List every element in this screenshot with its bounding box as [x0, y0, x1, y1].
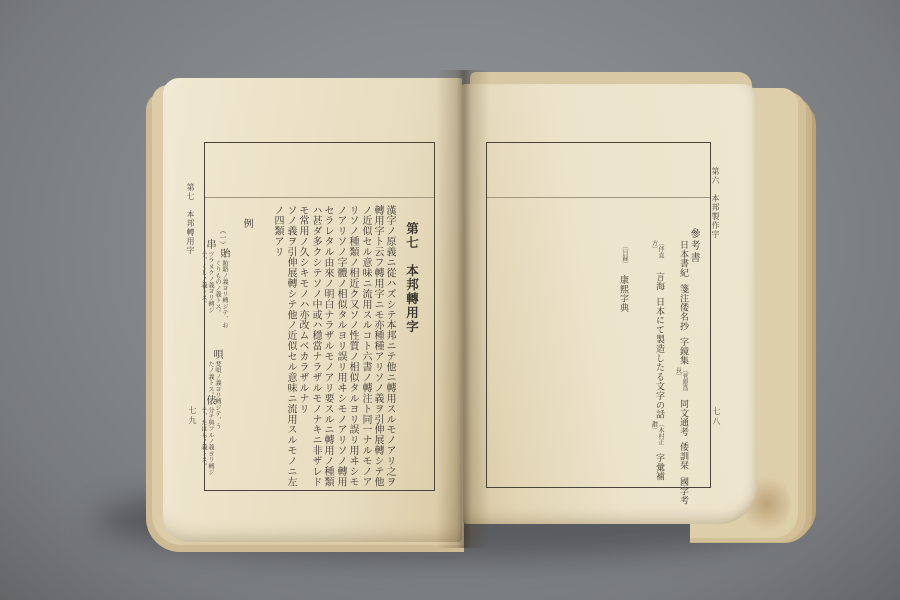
reference-title: 箋注倭名抄 [678, 283, 688, 331]
left-page-number: 七九 [188, 406, 197, 426]
example-entry-2 [200, 239, 214, 325]
right-frame-header-rule [487, 197, 710, 198]
body-column-8: モ常用ノ久シキモノハ亦改ムベカラザルナリ [297, 205, 308, 414]
body-column-9: ソノ義ヲ引伸展轉シテ他ノ近似セル意味ニ流用スルモノニ左 [285, 205, 296, 488]
reference-author-note: 〔目録〕 [621, 243, 628, 267]
reference-title: 字鏡集 [678, 336, 688, 365]
reference-title: 日本にて製造したる文字の話 [654, 296, 664, 420]
right-margin-title: 第六 本邦製作字 [711, 167, 720, 239]
reference-column-2 [650, 240, 663, 481]
body-column-4: リソノ種類ノ相近ク又ソノ性質ノ相似タルヨリ誤リ用ヰシモ [347, 205, 358, 488]
body-column-7: ハ甚ダ多クシテソノ中或ハ穩當ナラザルモノナキニ非ザレド [310, 205, 321, 488]
example-word: 串 [204, 239, 215, 249]
reference-title: 言海 [654, 272, 664, 291]
reference-title: 字彙補 [654, 453, 664, 482]
left-frame-header-rule [205, 197, 434, 198]
body-column-10: ノ四類アリ [272, 205, 283, 258]
reference-column-1 [674, 240, 687, 505]
example-word: 俵 [204, 395, 215, 405]
body-column-1: 漢字ノ原義ニ從ハズシテ本邦ニテ他ニ轉用スルモノアリ之ヲ [384, 205, 395, 488]
reference-author-note: 〔菅原爲長〕 [674, 366, 688, 391]
body-column-3: ノ近似セル意味ニ流用スルコト六書ノ轉注ト同一ナルモノア [360, 205, 371, 488]
example-class-marker: （一） [219, 227, 227, 248]
example-label: 例 [241, 218, 252, 228]
reference-column-3 [618, 243, 627, 313]
reference-title: 同文通考 [678, 398, 688, 437]
example-note: ツラヌクノ義ヨリ轉ジテ、くしノ義トス。 [200, 251, 214, 313]
example-note: 梵唄ノ義ヨリ轉ジテ、うたノ義トス。 [207, 361, 221, 430]
right-page-number: 七八 [712, 407, 721, 427]
reference-title: 倭訓栞 [678, 442, 688, 471]
body-column-5: ノアリソノ字體ノ相似タルヨリ誤リ用ヰシモノアリソノ轉用 [335, 205, 346, 488]
example-word: 貽 [218, 248, 229, 258]
example-entry-4 [200, 395, 214, 481]
example-note: 分チ與フルノ義ヨリ轉ジテ、たはらノ義トス。 [200, 407, 214, 476]
example-entry-1 [214, 227, 228, 334]
body-column-2: 轉用字ト云フ轉用字ニモ亦種種アリソノ義ヲ引伸展轉シテ他 [372, 205, 383, 488]
example-word: 唄 [211, 349, 222, 359]
example-note: 賄賂ノ義ヨリ轉ジテ、おくりものノ義トス。 [214, 260, 228, 329]
left-margin-title: 第七 本邦轉用字 [186, 183, 195, 255]
references-heading: 參考書 [688, 228, 699, 264]
body-column-6: セラレタル由來ノ明白ナラザルモノアリ要スルニ轉用ノ種類 [322, 205, 333, 488]
book-gutter-shadow [436, 70, 490, 548]
reference-author-note: 〔伴直方〕 [650, 240, 664, 258]
reference-title: 康熙字典 [618, 275, 628, 313]
reference-title: 日本書紀 [678, 240, 688, 278]
section-heading-tenyoji: 第七 本邦轉用字 [404, 222, 420, 334]
reference-author-note: 〔木村正辭〕 [650, 421, 664, 446]
reference-title: 國字考 [678, 476, 688, 505]
